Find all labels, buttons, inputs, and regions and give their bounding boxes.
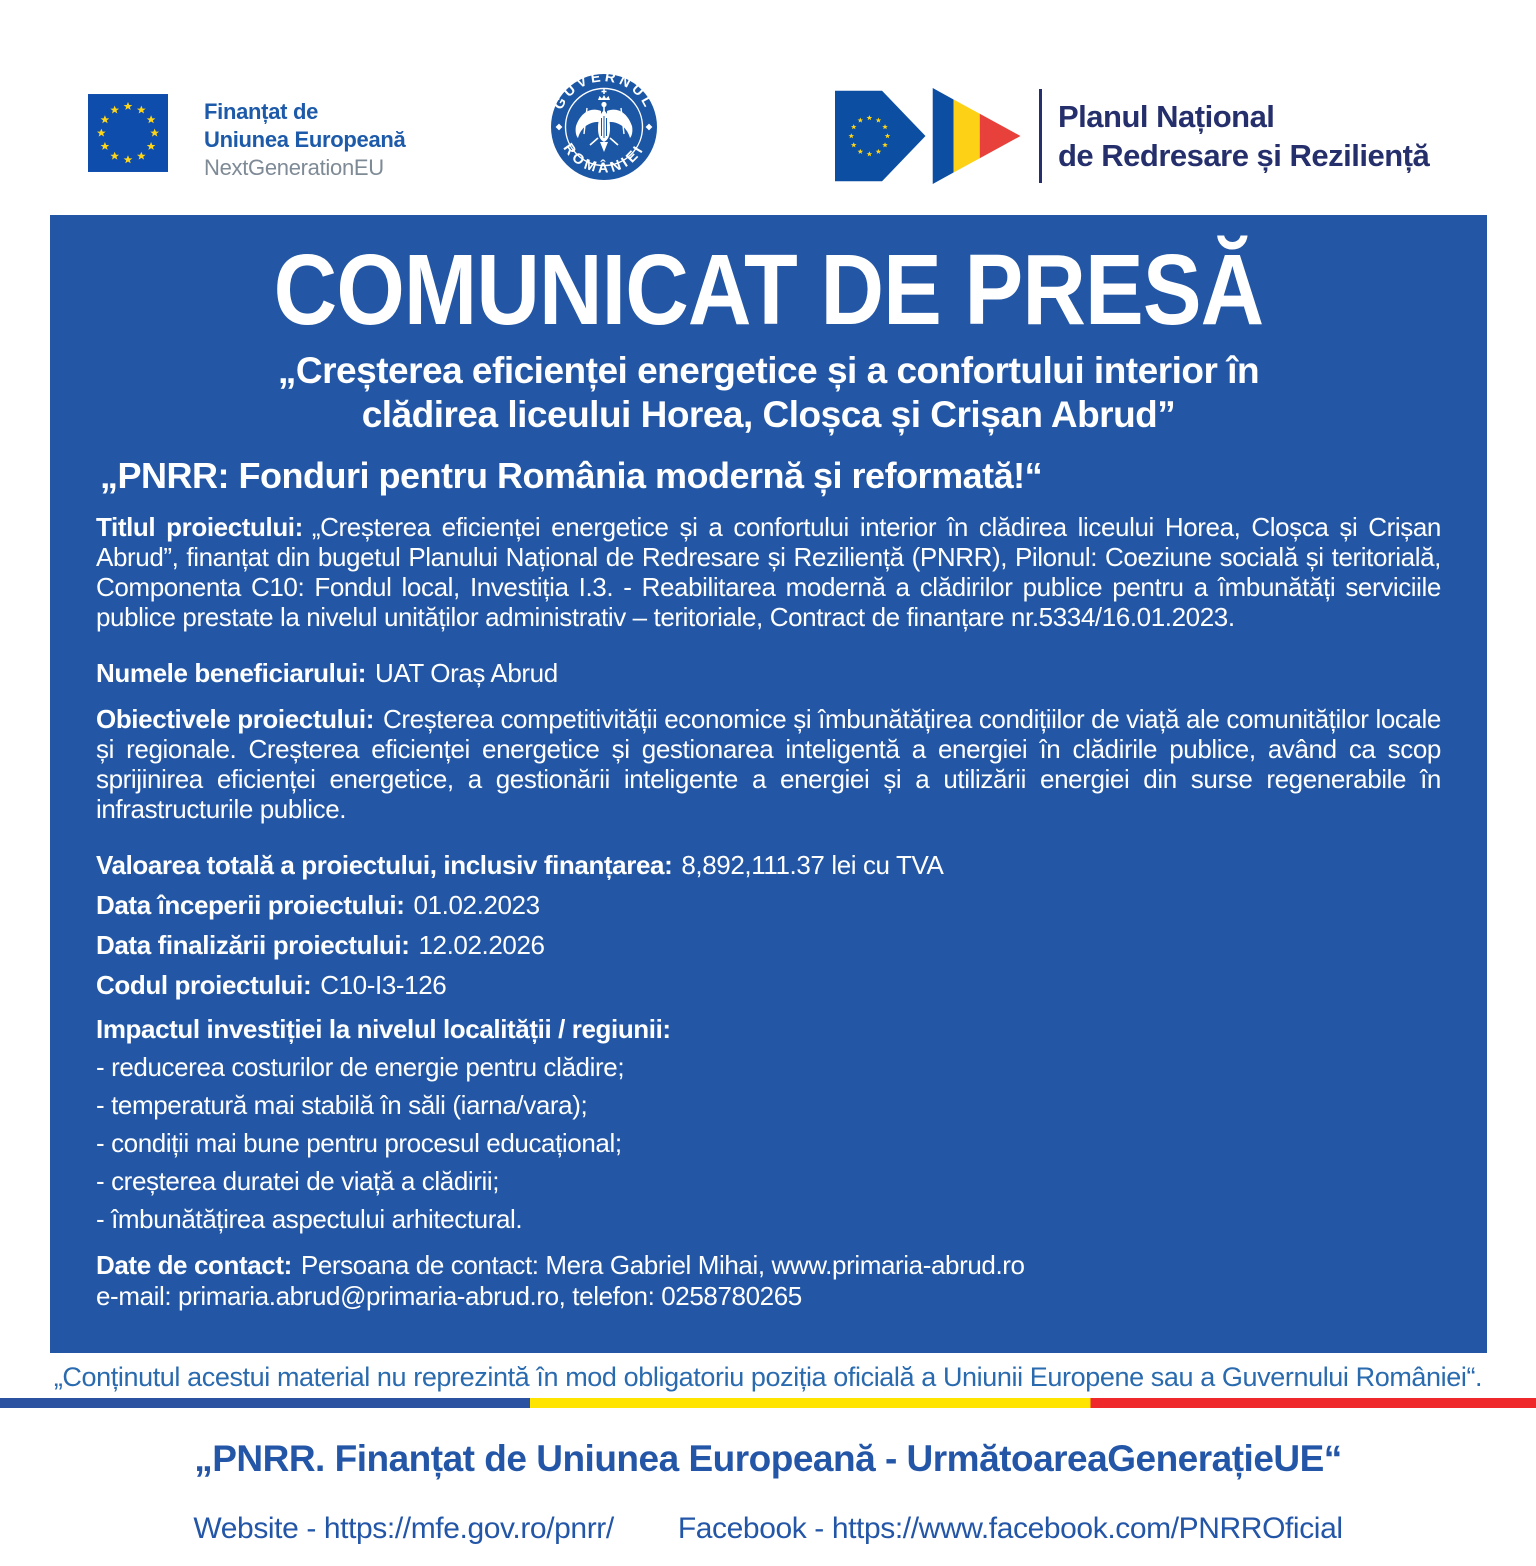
- footer-links: [0, 1512, 1536, 1546]
- pnrr-divider: [1039, 89, 1042, 183]
- contact-line1-text: Persoana de contact: Mera Gabriel Mihai, www.primaria-abrud.ro: [300, 1250, 1025, 1280]
- project-code-row: [96, 970, 1441, 1000]
- impact-item-5: - îmbunătățirea aspectului arhitectural.: [96, 1204, 523, 1234]
- seal-bottom-text: ROMÂNIEI: [559, 140, 649, 177]
- subtitle-line2: clădirea liceului Horea, Cloșca și Crișan Abrud”: [361, 394, 1176, 435]
- eu-funding-line1: Finanțat de: [204, 99, 319, 124]
- subtitle-line1: „Creșterea eficienței energetice și a confortului interior în: [277, 350, 1260, 391]
- total-value-row: [96, 850, 1441, 880]
- eu-funding-logo: [88, 94, 406, 182]
- end-date-label: Data finalizării proiectului:: [96, 930, 410, 960]
- impact-item-4: - creșterea duratei de viață a clădirii;: [96, 1166, 500, 1196]
- end-date-value: 12.02.2026: [418, 930, 545, 960]
- impact-item-1: - reducerea costurilor de energie pentru clădire;: [96, 1052, 625, 1082]
- facebook-link[interactable]: Facebook - https://www.facebook.com/PNRROficial: [677, 1512, 1343, 1545]
- footer-motto: „PNRR. Finanțat de Uniunea Europeană - UrmătoareaGenerațieUE“: [194, 1438, 1342, 1479]
- objectives-label: Obiectivele proiectului:: [96, 704, 374, 734]
- press-release-box: [50, 215, 1487, 1353]
- eu-funding-line3: NextGenerationEU: [204, 155, 384, 180]
- impact-heading: Impactul investiției la nivelul localității / regiunii:: [96, 1014, 671, 1044]
- contact-block: [96, 1250, 1441, 1312]
- objectives-paragraph: [96, 704, 1441, 824]
- start-date-value: 01.02.2023: [413, 890, 540, 920]
- contact-line1: [96, 1250, 1441, 1281]
- beneficiary-value: UAT Oraș Abrud: [375, 658, 558, 688]
- beneficiary-row: [96, 658, 1441, 688]
- objectives-text: Creșterea competitivității economice și îmbunătățirea condițiilor de viață ale comunităților locale și regionale. Creșterea eficienței energetice și gestionarea inteligentă a energiei în clădirile publice, având ca scop sprijinirea eficienței energetice, a gestionării inteligente a energiei și a utilizării energiei din surse regenerabile în infrastructurile publice.: [96, 704, 1441, 824]
- contact-line2: e-mail: primaria.abrud@primaria-abrud.ro, telefon: 0258780265: [96, 1281, 802, 1311]
- contact-label: Date de contact:: [96, 1250, 292, 1280]
- impact-item-2: - temperatură mai stabilă în săli (iarna/vara);: [96, 1090, 588, 1120]
- start-date-row: [96, 890, 1441, 920]
- total-value-label: Valoarea totală a proiectului, inclusiv finanțarea:: [96, 850, 673, 880]
- eu-funding-text: [204, 94, 406, 182]
- eu-funding-line2: Uniunea Europeană: [204, 127, 406, 152]
- project-title-text: „Creșterea eficienței energetice și a confortului interior în clădirea liceului Horea, Cloșca și Crișan Abrud”, finanțat din bugetul Planului Național de Redresare și Reziliență (PNRR), Pilonul: Coeziune socială și teritorială, Componenta C10: Fondul local, Investiția I.3. - Reabilitarea modernă a clădirilor publice pentru a îmbunătăți serviciile publice prestate la nivelul unităților administrativ – teritoriale, Contract de finanțare nr.5334/16.01.2023.: [96, 512, 1441, 632]
- seal-top-text: GUVERNUL: [551, 74, 657, 113]
- impact-item-3: - condiții mai bune pentru procesul educațional;: [96, 1128, 622, 1158]
- disclaimer-text: „Conținutul acestui material nu reprezintă în mod obligatoriu poziția oficială a Uniunii Europene sau a Guvernului României“.: [53, 1362, 1483, 1392]
- pnrr-motto: „PNRR: Fonduri pentru România modernă și reformată!“: [100, 455, 1043, 496]
- website-link[interactable]: Website - https://mfe.gov.ro/pnrr/: [193, 1512, 614, 1545]
- gov-romania-seal: [551, 74, 657, 185]
- project-title-label: Titlul proiectului:: [96, 512, 303, 542]
- project-code-label: Codul proiectului:: [96, 970, 312, 1000]
- pnrr-arrows-icon: [835, 86, 1025, 186]
- page-title: COMUNICAT DE PRESĂ: [273, 234, 1264, 346]
- beneficiary-label: Numele beneficiarului:: [96, 658, 367, 688]
- pnrr-logo-line2: de Redresare și Reziliență: [1058, 138, 1430, 173]
- start-date-label: Data începerii proiectului:: [96, 890, 405, 920]
- pnrr-logo: [835, 86, 1429, 186]
- total-value: 8,892,111.37 lei cu TVA: [681, 850, 944, 880]
- romanian-tricolor-stripe: [0, 1398, 1536, 1408]
- end-date-row: [96, 930, 1441, 960]
- project-code-value: C10-I3-126: [320, 970, 447, 1000]
- eu-flag-icon: [88, 94, 168, 172]
- pnrr-logo-line1: Planul Național: [1058, 99, 1275, 134]
- pnrr-logo-text: [1058, 97, 1429, 175]
- project-title-paragraph: [96, 512, 1441, 632]
- gov-seal-icon: [551, 74, 657, 180]
